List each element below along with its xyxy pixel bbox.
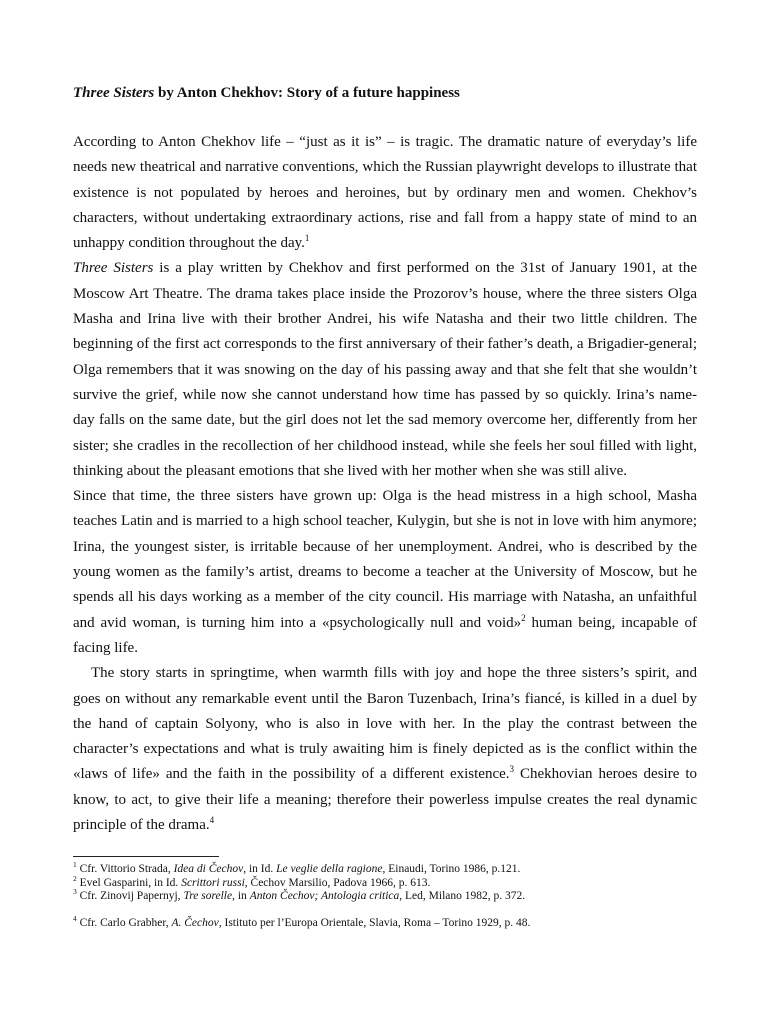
footnote-3-book: Anton Čechov; Antologia critica bbox=[249, 890, 400, 903]
paragraph-4-tail: Chekhovian heroes desire to know, to act, to give their life a meaning; therefore their powerless impulse creates the real dynamic principle of the drama. bbox=[73, 766, 698, 834]
footnote-1-mid: , in Id. bbox=[243, 863, 277, 876]
paragraph-1 bbox=[73, 130, 697, 256]
footnote-3-number: 3 bbox=[73, 887, 77, 897]
footnote-3 bbox=[73, 887, 697, 904]
footnote-2-title: Scrittori russi bbox=[181, 876, 245, 889]
title-rest: by Anton Chekhov: Story of a future happiness bbox=[154, 85, 460, 101]
footnote-divider bbox=[73, 856, 219, 857]
footnote-1-number: 1 bbox=[73, 860, 77, 870]
footnote-ref-1: 1 bbox=[304, 233, 310, 244]
footnote-2 bbox=[73, 873, 697, 891]
footnote-1-post: , Einaudi, Torino 1986, p.121. bbox=[382, 863, 521, 876]
paragraph-2-text: is a play written by Chekhov and first performed on the 31st of January 1901, at the Moscow Art Theatre. The drama takes place inside the Prozorov’s house, where the three sisters Olga Masha and Irina live with their brother Andrei, his wife Natasha and their two little children. The beginning of the first act corresponds to the first anniversary of their father’s death, a Brigadier-general; Olga remembers that it was snowing on the day of his passing away and that she felt that she wouldn’t survive the grief, while now she cannot understand how time has passed by so quickly. Irina’s name-day falls on the same date, but the girl does not let the sad memory overcome her, differently from her sister; she cradles in the recollection of her childhood instead, while she feels her soul filled with light, thinking about the pleasant emotions that she lived with her mother when she was still alive. bbox=[73, 260, 697, 479]
paragraph-2-lead: Three Sisters bbox=[73, 260, 154, 277]
document-title bbox=[73, 80, 697, 106]
footnote-4-pre: Cfr. Carlo Grabher, bbox=[76, 916, 172, 929]
footnote-4-mid: , Istituto per l’Europa Orientale, Slavia, Roma – Torino 1929, p. 48. bbox=[218, 916, 531, 929]
paragraph-3-tail: human being, incapable of facing life. bbox=[73, 614, 697, 656]
paragraph-4-text: The story starts in springtime, when warmth fills with joy and hope the three sisters’s spirit, and goes on without any remarkable event until the Baron Tuzenbach, Irina’s fiancé, is killed in a duel by the hand of captain Solyony, who is also in love with her. In the play the contrast between the character’s expectations and what is truly awaiting him is finely depicted as is the conflict within the «laws of life» and the faith in the possibility of a different existence. bbox=[73, 665, 697, 783]
footnote-1 bbox=[73, 860, 697, 877]
document-page bbox=[73, 80, 697, 930]
footnote-3-pre: Cfr. Zinovij Papernyj, bbox=[76, 890, 184, 903]
footnote-1-book: Le veglie della ragione bbox=[276, 863, 383, 876]
footnote-1-title: Idea di Čechov bbox=[173, 863, 244, 876]
paragraph-1-text: According to Anton Chekhov life – “just as it is” – is tragic. The dramatic nature of everyday’s life needs new theatrical and narrative conventions, which the Russian playwright develops to illustrate that existence is not populated by heroes and heroines, but by ordinary men and women. Chekhov’s characters, without undertaking extraordinary actions, rise and fall from a happy state of mind to an unhappy condition throughout the day. bbox=[73, 134, 697, 252]
paragraph-3-text: Since that time, the three sisters have grown up: Olga is the head mistress in a high school, Masha teaches Latin and is married to a high school teacher, Kulygin, but she is not in love with him anymore; Irina, the youngest sister, is irritable because of her unemployment. Andrei, who is described by the young women as the family’s artist, dreams to become a teacher at the University of Moscow, but he spends all his days working as a member of the city council. His marriage with Natasha, an unfaithful and avid woman, is turning him into a «psychologically null and void» bbox=[73, 488, 697, 631]
paragraph-3 bbox=[73, 484, 697, 661]
footnote-ref-4: 4 bbox=[209, 815, 215, 826]
footnote-3-mid: , in bbox=[232, 890, 250, 903]
paragraph-2 bbox=[73, 256, 697, 484]
footnote-4-number: 4 bbox=[73, 913, 77, 923]
title-work: Three Sisters bbox=[73, 85, 155, 101]
footnote-2-pre: Evel Gasparini, in Id. bbox=[76, 876, 182, 889]
footnote-1-pre: Cfr. Vittorio Strada, bbox=[76, 863, 174, 876]
paragraph-4 bbox=[73, 661, 697, 838]
footnote-4 bbox=[73, 913, 697, 931]
footnote-ref-2: 2 bbox=[521, 612, 526, 623]
footnote-4-title: A. Čechov bbox=[171, 916, 219, 929]
footnote-ref-3: 3 bbox=[509, 764, 515, 775]
footnote-2-mid: , Čechov Marsilio, Padova 1966, p. 613. bbox=[244, 876, 431, 889]
footnote-2-number: 2 bbox=[73, 873, 77, 883]
footnote-3-post: , Led, Milano 1982, p. 372. bbox=[399, 890, 526, 903]
footnote-3-title: Tre sorelle bbox=[183, 890, 233, 903]
